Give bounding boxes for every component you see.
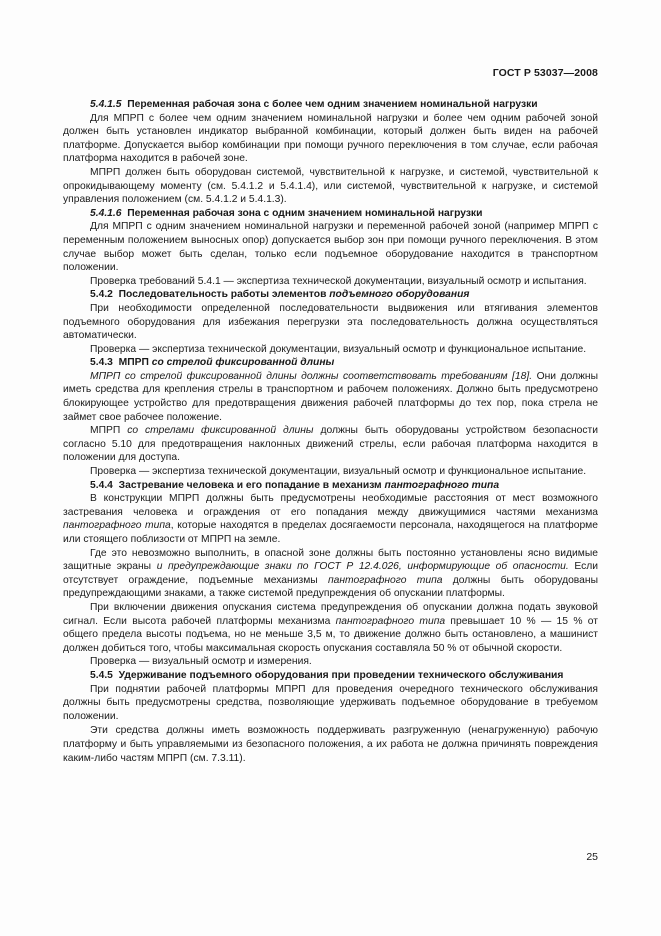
section-title: Переменная рабочая зона с одним значением номинальной нагрузки: [127, 207, 483, 219]
text: Где это невозможно выполнить, в опасной зоне должны быть постоянно установлены ясно видимые защитные экраны: [63, 547, 598, 573]
section-title: МПРП: [118, 357, 152, 369]
section-title: Удерживание подъемного оборудования при проведении технического обслуживания: [118, 669, 564, 681]
document-body: [63, 98, 598, 765]
italic-text: пантографного типа: [328, 574, 443, 586]
section-title: Переменная рабочая зона с более чем одним значением номинальной нагрузки: [127, 99, 538, 110]
section-heading-5-4-1-5: [63, 98, 598, 112]
paragraph: При необходимости определенной последовательности выдвижения или втягивания элементов подъемного оборудования для избежания перегрузки эта последовательность должна осуществляться автоматически.: [63, 302, 598, 342]
section-number: 5.4.2: [90, 289, 113, 301]
section-title: Последовательность работы элементов: [118, 289, 330, 301]
paragraph: Проверка требований 5.4.1 — экспертиза технической документации, визуальный осмотр и испытания.: [90, 275, 587, 287]
paragraph: [63, 601, 598, 655]
paragraph: [63, 424, 598, 465]
section-title-italic: со стрелой фиксированной длины: [151, 357, 335, 369]
section-heading-5-4-5: [63, 669, 598, 683]
section-title-italic: подъемного оборудования: [329, 289, 470, 301]
section-heading-5-4-2: [63, 288, 598, 302]
text: должны быть оборудованы предупреждающими знаками, а также системой предупреждения об опускании платформы.: [63, 574, 598, 600]
paragraph: Для МПРП с одним значением номинальной нагрузки и переменной рабочей зоной (например МПРП с переменным положением выносных опор) допускается выбор зон при помощи ручного переключения. В этом случае выбор может быть сделан, только если подъемное оборудование находится в транспортном положении.: [63, 221, 598, 274]
paragraph: [63, 492, 598, 546]
italic-text: МПРП со стрелой фиксированной длины должны соответствовать требованиям [18].: [90, 370, 533, 382]
section-title: Застревание человека и его попадание в механизм: [118, 479, 385, 491]
paragraph: Эти средства должны иметь возможность поддерживать разгруженную (ненагруженную) рабочую платформу и быть управляемыми из безопасного положения, а их работа не должна причинять повреждения каким-либо частям МПРП (см. 7.3.11).: [63, 725, 598, 764]
italic-text: со стрелами фиксированной длины: [127, 425, 314, 437]
text: МПРП: [90, 425, 128, 437]
section-heading-5-4-3: [63, 356, 598, 370]
paragraph: МПРП должен быть оборудован системой, чувствительной к нагрузке, и системой, чувствительной к опрокидывающему моменту (см. 5.4.1.2 и 5.4.1.4), или системой, чувствительной к нагрузке, и системой управления положением (см. 5.4.1.2 и 5.4.1.3).: [63, 166, 598, 206]
paragraph: Для МПРП с более чем одним значением номинальной нагрузки и более чем одним рабочей зоной должен быть установлен индикатор выбранной комбинации, который должен быть виден на рабочей платформе. Допускается выбор комбинации при помощи ручного переключения в том случае, если рабочая платформа находится в рабочей зоне.: [63, 112, 598, 165]
section-number: 5.4.1.5: [90, 99, 122, 110]
paragraph: Проверка — экспертиза технической документации, визуальный осмотр и функциональное испытание.: [90, 466, 587, 478]
italic-text: и предупреждающие знаки по ГОСТ Р 12.4.026, информирующие об опасности.: [156, 561, 569, 573]
text: Если отсутствует ограждение, подъемные механизмы: [63, 561, 598, 586]
paragraph: При поднятии рабочей платформы МПРП для проведения очередного технического обслуживания должны быть предусмотрены средства, позволяющие удерживать подъемное оборудование в требуемом положении.: [63, 683, 598, 722]
section-title-italic: пантографного типа: [384, 479, 500, 491]
section-number: 5.4.5: [90, 669, 113, 681]
section-heading-5-4-4: [63, 479, 598, 493]
text: При включении движения опускания система предупреждения об опускании должна подать звуковой сигнал. Если высота рабочей платформы механизма: [63, 601, 598, 627]
section-number: 5.4.1.6: [90, 207, 122, 219]
text: Они должны иметь средства для крепления стрелы в транспортном и рабочем положениях. Должно быть предусмотрено блокирующее устройство для предотвращения движения рабочей платформы до тех пор, пока стрела не займет свое рабочее положение.: [63, 370, 598, 423]
page-number: 25: [586, 851, 598, 863]
text: , которые находятся в пределах досягаемости персонала, находящегося на платформе или стоящего поблизости от МПРП на земле.: [63, 520, 598, 545]
paragraph: Проверка — визуальный осмотр и измерения.: [90, 656, 312, 668]
section-number: 5.4.4: [90, 479, 113, 491]
text: В конструкции МПРП должны быть предусмотрены необходимые расстояния от мест возможного застревания человека и ограждения от его попадания между движущимися частями механизма: [63, 493, 598, 518]
section-number: 5.4.3: [90, 357, 113, 369]
paragraph: Проверка — экспертиза технической документации, визуальный осмотр и функциональное испытание.: [90, 343, 587, 355]
italic-text: пантографного типа: [63, 520, 171, 532]
paragraph: [63, 547, 598, 601]
section-heading-5-4-1-6: [63, 207, 598, 221]
text: превышает 10 % — 15 % от общего предела высоты подъема, но не меньше 3,5 м, то движение должно быть остановлено, а машинист должен добиться того, чтобы максимальная скорость опускания составляла 50 % от обычной скорости.: [63, 615, 598, 654]
italic-text: пантографного типа: [335, 615, 446, 627]
paragraph: [63, 370, 598, 424]
document-header: ГОСТ Р 53037—2008: [492, 67, 598, 79]
text: должны быть оборудованы устройством безопасности согласно 5.10 для предотвращения наклонных движений стрелы, если рабочая платформа находится в положении для доступа.: [63, 425, 599, 464]
